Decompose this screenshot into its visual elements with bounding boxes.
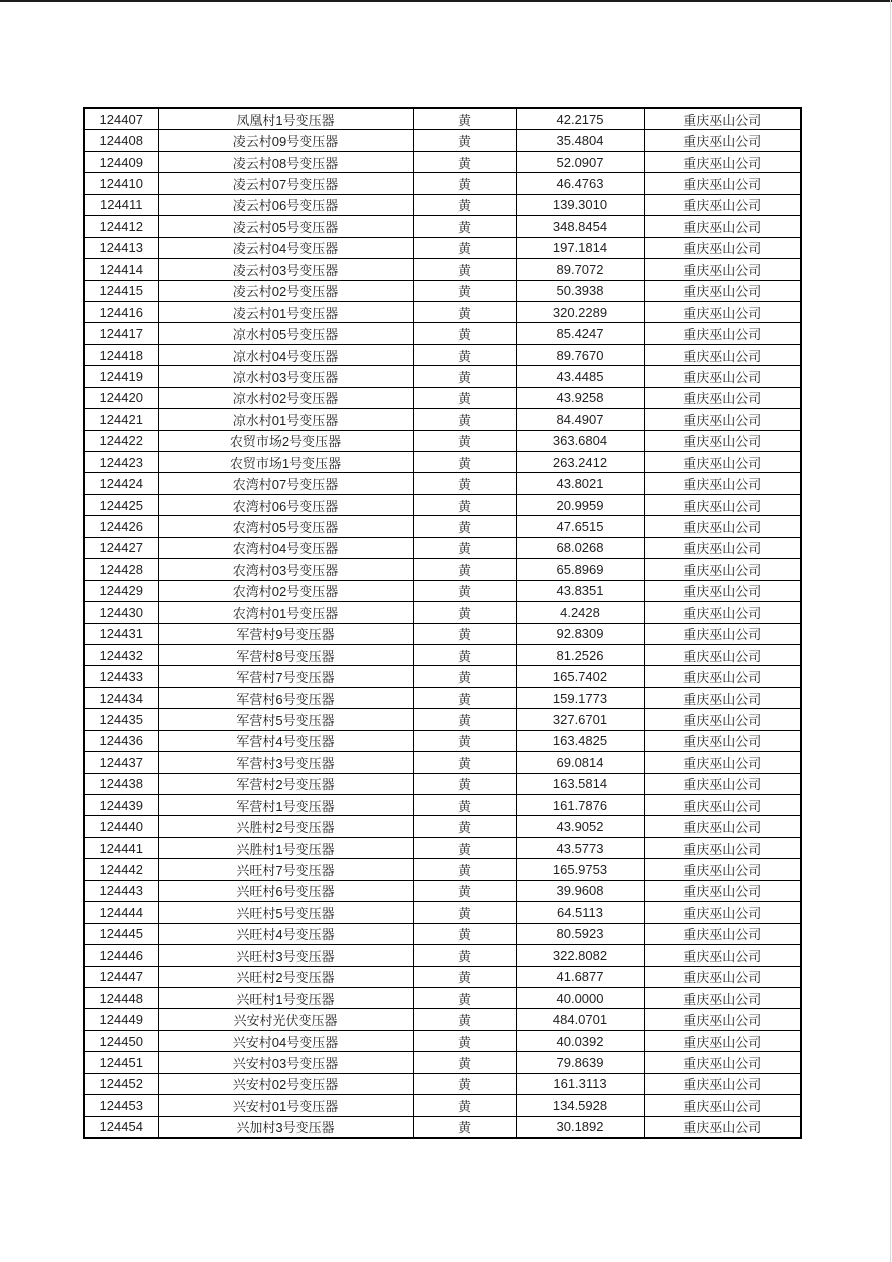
cell-record-id: 124452 [84, 1073, 158, 1094]
cell-transformer-name: 军营村4号变压器 [158, 730, 413, 751]
cell-transformer-name: 军营村1号变压器 [158, 795, 413, 816]
cell-transformer-name: 军营村9号变压器 [158, 623, 413, 644]
cell-value: 161.7876 [516, 795, 644, 816]
table-row [84, 1095, 801, 1116]
cell-record-id: 124429 [84, 580, 158, 601]
cell-company: 重庆巫山公司 [644, 409, 801, 430]
cell-company: 重庆巫山公司 [644, 795, 801, 816]
table-row [84, 516, 801, 537]
cell-record-id: 124419 [84, 366, 158, 387]
cell-transformer-name: 军营村6号变压器 [158, 687, 413, 708]
cell-company: 重庆巫山公司 [644, 1095, 801, 1116]
cell-company: 重庆巫山公司 [644, 1116, 801, 1138]
cell-color-flag: 黄 [413, 537, 516, 558]
cell-transformer-name: 凌云村07号变压器 [158, 173, 413, 194]
cell-company: 重庆巫山公司 [644, 344, 801, 365]
cell-transformer-name: 兴旺村1号变压器 [158, 987, 413, 1008]
cell-company: 重庆巫山公司 [644, 366, 801, 387]
cell-value: 43.4485 [516, 366, 644, 387]
cell-color-flag: 黄 [413, 473, 516, 494]
cell-value: 64.5113 [516, 902, 644, 923]
cell-color-flag: 黄 [413, 709, 516, 730]
cell-color-flag: 黄 [413, 559, 516, 580]
table-row [84, 859, 801, 880]
cell-company: 重庆巫山公司 [644, 580, 801, 601]
cell-transformer-name: 凉水村01号变压器 [158, 409, 413, 430]
cell-value: 263.2412 [516, 452, 644, 473]
cell-value: 322.8082 [516, 945, 644, 966]
cell-company: 重庆巫山公司 [644, 473, 801, 494]
cell-record-id: 124424 [84, 473, 158, 494]
cell-transformer-name: 兴旺村7号变压器 [158, 859, 413, 880]
cell-transformer-name: 农贸市场2号变压器 [158, 430, 413, 451]
cell-value: 484.0701 [516, 1009, 644, 1030]
cell-transformer-name: 凌云村08号变压器 [158, 151, 413, 172]
cell-company: 重庆巫山公司 [644, 1009, 801, 1030]
table-row [84, 816, 801, 837]
cell-company: 重庆巫山公司 [644, 1052, 801, 1073]
cell-company: 重庆巫山公司 [644, 709, 801, 730]
cell-record-id: 124444 [84, 902, 158, 923]
table-row [84, 773, 801, 794]
cell-transformer-name: 凌云村02号变压器 [158, 280, 413, 301]
cell-value: 35.4804 [516, 130, 644, 151]
table-row [84, 108, 801, 130]
table-row [84, 923, 801, 944]
cell-value: 40.0392 [516, 1030, 644, 1051]
cell-color-flag: 黄 [413, 837, 516, 858]
cell-record-id: 124445 [84, 923, 158, 944]
page-right-border [890, 0, 891, 1262]
cell-value: 85.4247 [516, 323, 644, 344]
cell-transformer-name: 农湾村01号变压器 [158, 602, 413, 623]
cell-color-flag: 黄 [413, 752, 516, 773]
cell-company: 重庆巫山公司 [644, 1073, 801, 1094]
cell-record-id: 124438 [84, 773, 158, 794]
cell-record-id: 124448 [84, 987, 158, 1008]
table-row [84, 644, 801, 665]
cell-company: 重庆巫山公司 [644, 880, 801, 901]
table-row [84, 902, 801, 923]
cell-record-id: 124432 [84, 644, 158, 665]
table-row [84, 1073, 801, 1094]
cell-company: 重庆巫山公司 [644, 301, 801, 322]
cell-company: 重庆巫山公司 [644, 966, 801, 987]
cell-color-flag: 黄 [413, 280, 516, 301]
cell-color-flag: 黄 [413, 108, 516, 130]
table-row [84, 473, 801, 494]
cell-company: 重庆巫山公司 [644, 816, 801, 837]
cell-transformer-name: 凉水村03号变压器 [158, 366, 413, 387]
cell-record-id: 124408 [84, 130, 158, 151]
cell-transformer-name: 兴旺村6号变压器 [158, 880, 413, 901]
cell-value: 92.8309 [516, 623, 644, 644]
cell-transformer-name: 兴安村02号变压器 [158, 1073, 413, 1094]
cell-value: 43.9258 [516, 387, 644, 408]
cell-record-id: 124431 [84, 623, 158, 644]
cell-transformer-name: 军营村3号变压器 [158, 752, 413, 773]
cell-transformer-name: 凉水村02号变压器 [158, 387, 413, 408]
table-row [84, 194, 801, 215]
table-row [84, 130, 801, 151]
cell-value: 39.9608 [516, 880, 644, 901]
cell-color-flag: 黄 [413, 216, 516, 237]
cell-record-id: 124415 [84, 280, 158, 301]
cell-transformer-name: 农湾村02号变压器 [158, 580, 413, 601]
cell-record-id: 124447 [84, 966, 158, 987]
cell-record-id: 124453 [84, 1095, 158, 1116]
cell-record-id: 124421 [84, 409, 158, 430]
cell-transformer-name: 农湾村04号变压器 [158, 537, 413, 558]
cell-color-flag: 黄 [413, 880, 516, 901]
table-row [84, 344, 801, 365]
cell-record-id: 124450 [84, 1030, 158, 1051]
cell-record-id: 124427 [84, 537, 158, 558]
table-row [84, 730, 801, 751]
cell-company: 重庆巫山公司 [644, 859, 801, 880]
cell-value: 46.4763 [516, 173, 644, 194]
cell-value: 40.0000 [516, 987, 644, 1008]
cell-value: 79.8639 [516, 1052, 644, 1073]
cell-value: 197.1814 [516, 237, 644, 258]
cell-record-id: 124417 [84, 323, 158, 344]
cell-transformer-name: 兴胜村1号变压器 [158, 837, 413, 858]
table-row [84, 966, 801, 987]
table-row [84, 323, 801, 344]
cell-transformer-name: 兴安村01号变压器 [158, 1095, 413, 1116]
cell-company: 重庆巫山公司 [644, 945, 801, 966]
cell-color-flag: 黄 [413, 151, 516, 172]
cell-value: 43.9052 [516, 816, 644, 837]
cell-transformer-name: 军营村2号变压器 [158, 773, 413, 794]
cell-company: 重庆巫山公司 [644, 516, 801, 537]
cell-record-id: 124414 [84, 259, 158, 280]
cell-transformer-name: 凌云村09号变压器 [158, 130, 413, 151]
cell-record-id: 124441 [84, 837, 158, 858]
cell-record-id: 124413 [84, 237, 158, 258]
cell-company: 重庆巫山公司 [644, 837, 801, 858]
cell-color-flag: 黄 [413, 237, 516, 258]
table-row [84, 494, 801, 515]
cell-color-flag: 黄 [413, 173, 516, 194]
cell-color-flag: 黄 [413, 945, 516, 966]
cell-color-flag: 黄 [413, 409, 516, 430]
table-row [84, 987, 801, 1008]
cell-value: 69.0814 [516, 752, 644, 773]
cell-record-id: 124416 [84, 301, 158, 322]
cell-transformer-name: 军营村8号变压器 [158, 644, 413, 665]
cell-color-flag: 黄 [413, 623, 516, 644]
cell-value: 4.2428 [516, 602, 644, 623]
cell-transformer-name: 凌云村06号变压器 [158, 194, 413, 215]
cell-company: 重庆巫山公司 [644, 494, 801, 515]
cell-color-flag: 黄 [413, 580, 516, 601]
page-top-border [0, 0, 892, 2]
cell-value: 42.2175 [516, 108, 644, 130]
table-row [84, 237, 801, 258]
cell-value: 43.8351 [516, 580, 644, 601]
cell-value: 89.7670 [516, 344, 644, 365]
cell-color-flag: 黄 [413, 730, 516, 751]
cell-company: 重庆巫山公司 [644, 173, 801, 194]
cell-color-flag: 黄 [413, 1116, 516, 1138]
cell-record-id: 124407 [84, 108, 158, 130]
cell-transformer-name: 凌云村03号变压器 [158, 259, 413, 280]
cell-company: 重庆巫山公司 [644, 1030, 801, 1051]
cell-color-flag: 黄 [413, 452, 516, 473]
cell-record-id: 124449 [84, 1009, 158, 1030]
table-row [84, 537, 801, 558]
cell-company: 重庆巫山公司 [644, 987, 801, 1008]
cell-company: 重庆巫山公司 [644, 602, 801, 623]
table-row [84, 559, 801, 580]
cell-value: 89.7072 [516, 259, 644, 280]
cell-value: 163.5814 [516, 773, 644, 794]
cell-transformer-name: 凉水村05号变压器 [158, 323, 413, 344]
cell-color-flag: 黄 [413, 323, 516, 344]
cell-color-flag: 黄 [413, 859, 516, 880]
cell-color-flag: 黄 [413, 130, 516, 151]
cell-record-id: 124437 [84, 752, 158, 773]
table-row [84, 366, 801, 387]
cell-transformer-name: 农湾村03号变压器 [158, 559, 413, 580]
table-row [84, 795, 801, 816]
cell-company: 重庆巫山公司 [644, 259, 801, 280]
cell-record-id: 124430 [84, 602, 158, 623]
cell-value: 81.2526 [516, 644, 644, 665]
table-row [84, 837, 801, 858]
table-row [84, 880, 801, 901]
cell-company: 重庆巫山公司 [644, 194, 801, 215]
cell-value: 84.4907 [516, 409, 644, 430]
cell-color-flag: 黄 [413, 430, 516, 451]
cell-color-flag: 黄 [413, 1009, 516, 1030]
cell-value: 165.9753 [516, 859, 644, 880]
cell-transformer-name: 兴安村03号变压器 [158, 1052, 413, 1073]
cell-record-id: 124423 [84, 452, 158, 473]
cell-company: 重庆巫山公司 [644, 130, 801, 151]
transformer-table-body [84, 108, 801, 1138]
cell-value: 80.5923 [516, 923, 644, 944]
cell-transformer-name: 农湾村06号变压器 [158, 494, 413, 515]
cell-color-flag: 黄 [413, 1073, 516, 1094]
cell-company: 重庆巫山公司 [644, 730, 801, 751]
cell-transformer-name: 兴旺村4号变压器 [158, 923, 413, 944]
cell-record-id: 124410 [84, 173, 158, 194]
cell-color-flag: 黄 [413, 987, 516, 1008]
cell-color-flag: 黄 [413, 494, 516, 515]
cell-value: 134.5928 [516, 1095, 644, 1116]
cell-transformer-name: 农湾村07号变压器 [158, 473, 413, 494]
cell-record-id: 124440 [84, 816, 158, 837]
cell-color-flag: 黄 [413, 902, 516, 923]
cell-record-id: 124436 [84, 730, 158, 751]
cell-company: 重庆巫山公司 [644, 108, 801, 130]
cell-color-flag: 黄 [413, 366, 516, 387]
cell-color-flag: 黄 [413, 966, 516, 987]
cell-value: 43.8021 [516, 473, 644, 494]
cell-record-id: 124434 [84, 687, 158, 708]
cell-value: 165.7402 [516, 666, 644, 687]
cell-transformer-name: 凌云村04号变压器 [158, 237, 413, 258]
cell-color-flag: 黄 [413, 687, 516, 708]
cell-value: 320.2289 [516, 301, 644, 322]
cell-transformer-name: 农贸市场1号变压器 [158, 452, 413, 473]
cell-record-id: 124446 [84, 945, 158, 966]
cell-record-id: 124442 [84, 859, 158, 880]
cell-record-id: 124435 [84, 709, 158, 730]
cell-value: 43.5773 [516, 837, 644, 858]
cell-company: 重庆巫山公司 [644, 687, 801, 708]
cell-transformer-name: 兴胜村2号变压器 [158, 816, 413, 837]
cell-record-id: 124422 [84, 430, 158, 451]
cell-value: 50.3938 [516, 280, 644, 301]
table-row [84, 452, 801, 473]
cell-color-flag: 黄 [413, 1095, 516, 1116]
table-row [84, 430, 801, 451]
cell-company: 重庆巫山公司 [644, 752, 801, 773]
cell-color-flag: 黄 [413, 923, 516, 944]
cell-record-id: 124443 [84, 880, 158, 901]
cell-record-id: 124411 [84, 194, 158, 215]
table-row [84, 1116, 801, 1138]
table-row [84, 301, 801, 322]
cell-transformer-name: 农湾村05号变压器 [158, 516, 413, 537]
cell-transformer-name: 兴安村04号变压器 [158, 1030, 413, 1051]
table-row [84, 623, 801, 644]
cell-record-id: 124409 [84, 151, 158, 172]
cell-company: 重庆巫山公司 [644, 280, 801, 301]
cell-company: 重庆巫山公司 [644, 452, 801, 473]
table-row [84, 1009, 801, 1030]
table-row [84, 1052, 801, 1073]
table-row [84, 687, 801, 708]
table-row [84, 280, 801, 301]
cell-color-flag: 黄 [413, 666, 516, 687]
cell-color-flag: 黄 [413, 194, 516, 215]
cell-record-id: 124420 [84, 387, 158, 408]
cell-company: 重庆巫山公司 [644, 902, 801, 923]
cell-value: 68.0268 [516, 537, 644, 558]
table-row [84, 216, 801, 237]
cell-value: 348.8454 [516, 216, 644, 237]
transformer-table [83, 107, 802, 1139]
cell-color-flag: 黄 [413, 644, 516, 665]
cell-transformer-name: 凌云村05号变压器 [158, 216, 413, 237]
cell-transformer-name: 兴旺村5号变压器 [158, 902, 413, 923]
table-row [84, 259, 801, 280]
cell-record-id: 124412 [84, 216, 158, 237]
cell-record-id: 124428 [84, 559, 158, 580]
cell-value: 52.0907 [516, 151, 644, 172]
cell-record-id: 124433 [84, 666, 158, 687]
cell-transformer-name: 兴旺村3号变压器 [158, 945, 413, 966]
table-row [84, 151, 801, 172]
cell-company: 重庆巫山公司 [644, 387, 801, 408]
cell-value: 30.1892 [516, 1116, 644, 1138]
table-row [84, 666, 801, 687]
cell-company: 重庆巫山公司 [644, 537, 801, 558]
cell-company: 重庆巫山公司 [644, 216, 801, 237]
cell-company: 重庆巫山公司 [644, 666, 801, 687]
cell-value: 65.8969 [516, 559, 644, 580]
cell-color-flag: 黄 [413, 301, 516, 322]
cell-color-flag: 黄 [413, 1030, 516, 1051]
cell-color-flag: 黄 [413, 1052, 516, 1073]
cell-record-id: 124451 [84, 1052, 158, 1073]
cell-company: 重庆巫山公司 [644, 559, 801, 580]
cell-value: 20.9959 [516, 494, 644, 515]
cell-color-flag: 黄 [413, 816, 516, 837]
cell-company: 重庆巫山公司 [644, 623, 801, 644]
table-row [84, 945, 801, 966]
cell-record-id: 124454 [84, 1116, 158, 1138]
table-row [84, 602, 801, 623]
table-row [84, 1030, 801, 1051]
cell-transformer-name: 军营村7号变压器 [158, 666, 413, 687]
cell-company: 重庆巫山公司 [644, 430, 801, 451]
table-row [84, 580, 801, 601]
cell-record-id: 124418 [84, 344, 158, 365]
table-row [84, 409, 801, 430]
cell-transformer-name: 凉水村04号变压器 [158, 344, 413, 365]
table-row [84, 387, 801, 408]
cell-transformer-name: 军营村5号变压器 [158, 709, 413, 730]
cell-color-flag: 黄 [413, 602, 516, 623]
cell-company: 重庆巫山公司 [644, 644, 801, 665]
cell-transformer-name: 兴安村光伏变压器 [158, 1009, 413, 1030]
cell-value: 327.6701 [516, 709, 644, 730]
table-row [84, 752, 801, 773]
cell-company: 重庆巫山公司 [644, 323, 801, 344]
table-row [84, 173, 801, 194]
cell-transformer-name: 兴加村3号变压器 [158, 1116, 413, 1138]
cell-transformer-name: 凤凰村1号变压器 [158, 108, 413, 130]
cell-color-flag: 黄 [413, 259, 516, 280]
cell-color-flag: 黄 [413, 344, 516, 365]
cell-color-flag: 黄 [413, 387, 516, 408]
cell-company: 重庆巫山公司 [644, 237, 801, 258]
cell-value: 163.4825 [516, 730, 644, 751]
cell-color-flag: 黄 [413, 773, 516, 794]
cell-value: 47.6515 [516, 516, 644, 537]
cell-value: 139.3010 [516, 194, 644, 215]
cell-transformer-name: 兴旺村2号变压器 [158, 966, 413, 987]
cell-value: 161.3113 [516, 1073, 644, 1094]
cell-value: 363.6804 [516, 430, 644, 451]
cell-company: 重庆巫山公司 [644, 773, 801, 794]
cell-record-id: 124426 [84, 516, 158, 537]
cell-value: 41.6877 [516, 966, 644, 987]
cell-transformer-name: 凌云村01号变压器 [158, 301, 413, 322]
cell-value: 159.1773 [516, 687, 644, 708]
cell-color-flag: 黄 [413, 516, 516, 537]
cell-company: 重庆巫山公司 [644, 151, 801, 172]
cell-record-id: 124425 [84, 494, 158, 515]
cell-company: 重庆巫山公司 [644, 923, 801, 944]
cell-color-flag: 黄 [413, 795, 516, 816]
cell-record-id: 124439 [84, 795, 158, 816]
table-row [84, 709, 801, 730]
